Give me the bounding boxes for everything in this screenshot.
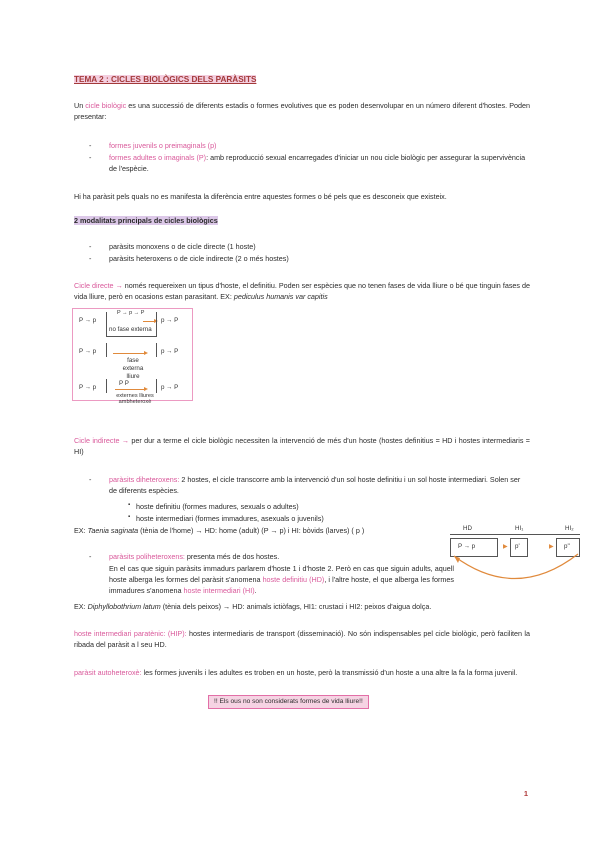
hostes-diagram: HD HI₁ HI₂ P → p ▶ p' ▶ p'' bbox=[446, 524, 586, 586]
list-item-diheteroxens: - paràsits diheteroxens: 2 hostes, el cicle transcorre amb la intervenció d'un sol hoste definitiu i un sol hoste intermediari. Solen ser de diferents espècies. bbox=[90, 474, 530, 496]
intro-term: cicle biològic bbox=[85, 101, 127, 110]
page-number: 1 bbox=[523, 789, 528, 799]
orange-pointer: ▶ bbox=[503, 543, 508, 550]
modalitats-heading: 2 modalitats principals de cicles biològics bbox=[74, 216, 218, 225]
list-item-heteroxens: - paràsits heteroxens o de cicle indirecte (2 o més hostes) bbox=[90, 253, 530, 264]
autoheteroxe-paragraph: paràsit autoheteroxè: les formes juvenils i les adultes es troben en un hoste, però la transmissió d'un hoste a una altre la fa la forma juvenil. bbox=[74, 668, 518, 677]
note-paragraph: Hi ha paràsit pels quals no es manifesta la diferència entre aquestes formes o bé pels que es desconeix que existeix. bbox=[74, 192, 447, 201]
sub-item-hi: ▪ hoste intermediari (formes immadures, asexuals o juvenils) bbox=[136, 513, 324, 524]
callout-note: !! Els ous no son considerats formes de vida lliure!! bbox=[208, 695, 369, 709]
orange-arrow bbox=[113, 353, 145, 354]
poliheteroxens-detail: En el cas que siguin paràsits immadurs parlarem d'hoste 1 i d'hoste 2. Però en cas que siguin adults, aquell hoste alberga les formes del paràsit s'anomena hoste definitiu (HD), i l'altre hoste, el que alberga les formes immadures s'anomena hoste intermediari (HI). bbox=[109, 564, 454, 596]
cicle-directe-paragraph: Cicle directe → només requereixen un tipus d'hoste, el definitiu. Poden ser espècies que no tenen fases de vida lliure o bé que tinguin fases de vida lliure, però en ocasions estan parasitant. EX: pediculus humanis var capitis bbox=[74, 281, 531, 302]
cicle-indirecte-paragraph: Cicle indirecte → per dur a terme el cicle biològic necessiten la intervenció de més d'un hoste (hostes definitius = HD i hostes intermediaris = HI) bbox=[74, 436, 530, 457]
list-item-poliheteroxens: - paràsits poliheteroxens: presenta més de dos hostes. bbox=[90, 551, 454, 562]
orange-pointer: ▶ bbox=[549, 543, 554, 550]
list-item-juvenils: - formes juvenils o preimaginals (p) bbox=[90, 140, 530, 151]
cicle-directe-diagram: P → p P → p → P no fase externa p → P P → p fase externa lliure p → P P → p P P externes lliures ambheteroxè p → P bbox=[72, 308, 193, 401]
orange-arrow bbox=[143, 321, 155, 322]
list-item-adultes: - formes adultes o imaginals (P): amb reproducció sexual encarregades d'iniciar un nou cicle biològic per assegurar la supervivència de l'espècie. bbox=[90, 152, 530, 174]
sub-item-hd: ▪ hoste definitiu (formes madures, sexuals o adultes) bbox=[136, 501, 299, 512]
list-item-monoxens: - paràsits monoxens o de cicle directe (1 hoste) bbox=[90, 241, 530, 252]
page-title: TEMA 2 : CICLES BIOLÒGICS DELS PARÀSITS bbox=[74, 75, 257, 84]
example-taenia: EX: Taenia saginata (tènia de l'home) → HD: home (adult) (P → p) i HI: bòvids (larves) ( p ) bbox=[74, 526, 365, 535]
orange-arrow bbox=[115, 389, 145, 390]
intro-paragraph: Un cicle biològic es una successió de diferents estadis o formes evolutives que es poden desenvolupar en un número diferent d'hostes. Poden presentar: bbox=[74, 101, 531, 122]
paratenic-paragraph: hoste intermediari paratènic: (HIP): hostes intermediaris de transport (disseminació). No són indispensables pel cicle biològic, però faciliten la ribada del paràsit a l seu HD. bbox=[74, 629, 531, 650]
return-arc bbox=[446, 552, 586, 584]
example-diphyllobothrium: EX: Diphyllobothrium latum (tènia dels peixos) → HD: animals ictiòfags, HI1: crustaci i HI2: peixos d'aigua dolça. bbox=[74, 602, 432, 611]
